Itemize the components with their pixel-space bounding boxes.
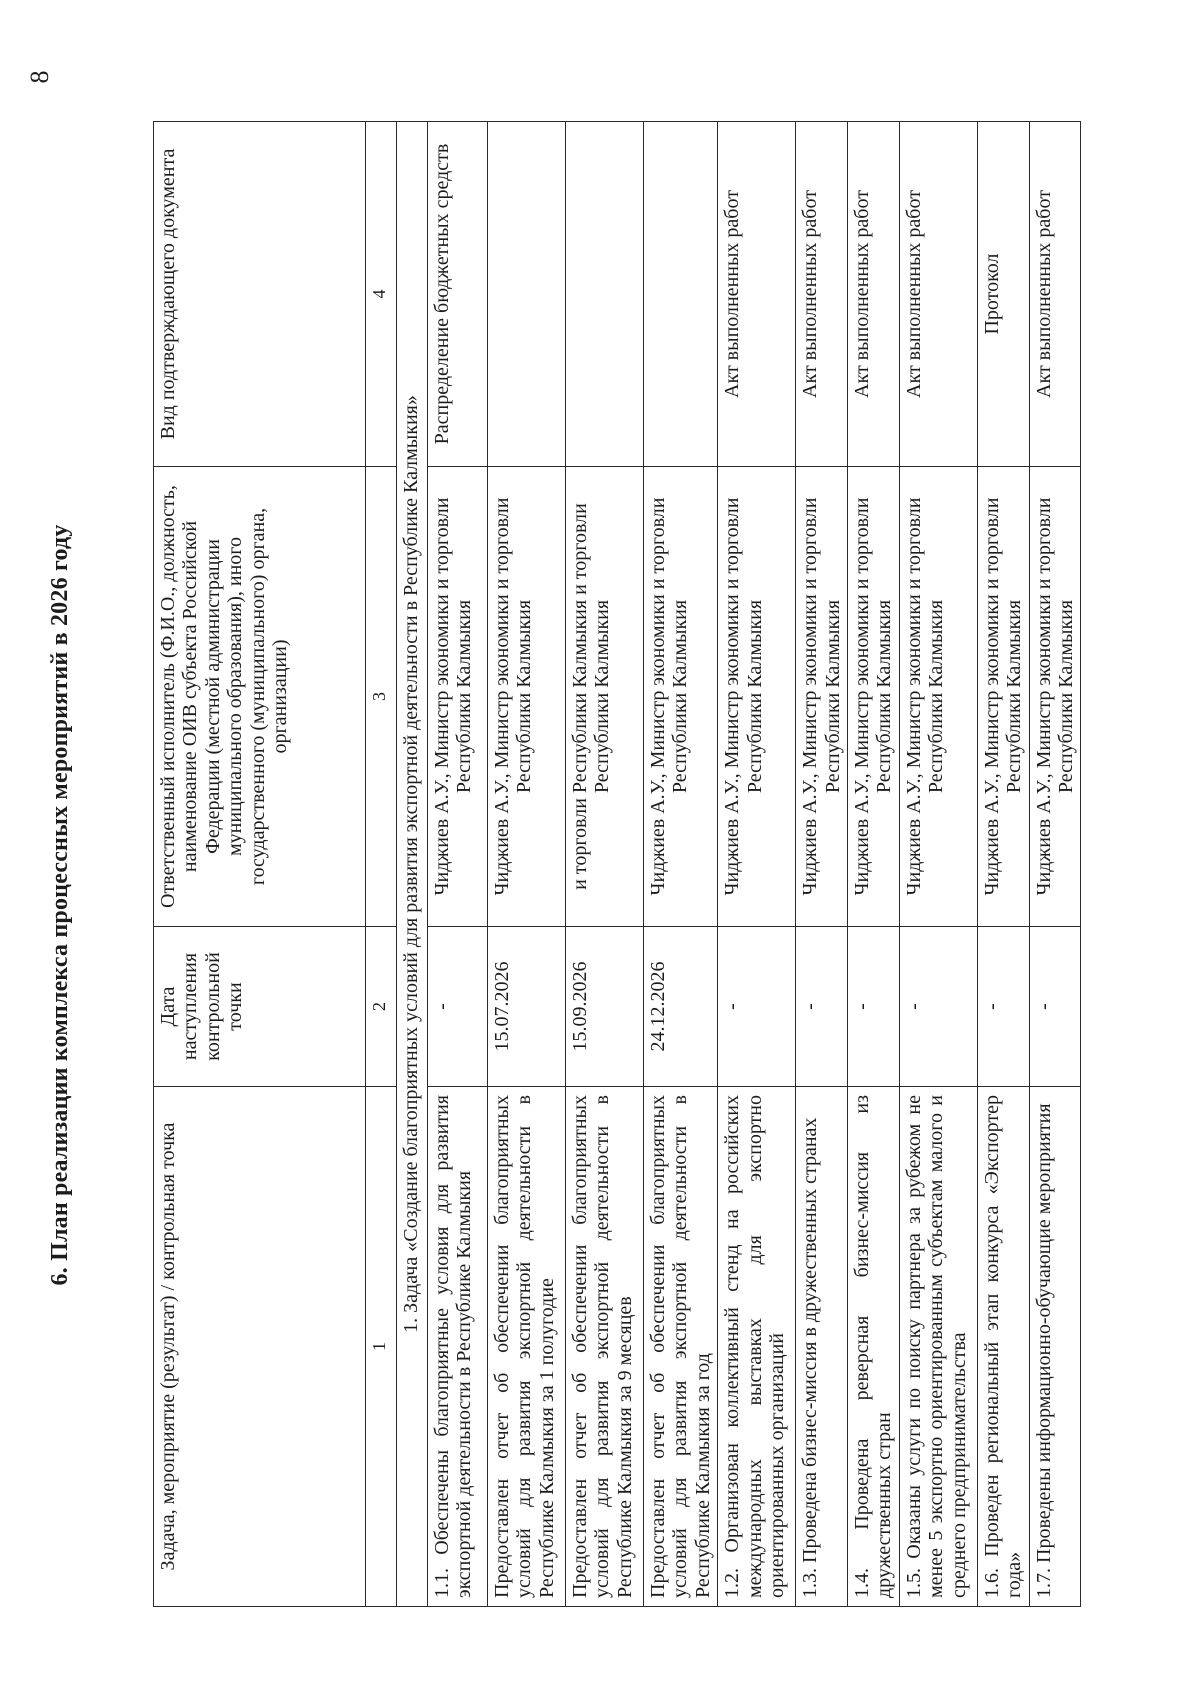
document-cell: Акт выполненных работ bbox=[718, 122, 796, 467]
column-number: 3 bbox=[366, 467, 397, 927]
measure-cell: Предоставлен отчет об обеспечении благоприятных условий для развития экспортной деятельности в Республике Калмыкия за год bbox=[644, 1087, 718, 1607]
date-cell: - bbox=[899, 927, 977, 1087]
executor-cell: Чиджиев А.У., Министр экономики и торговли Республики Калмыкия bbox=[977, 467, 1029, 927]
document-cell: Протокол bbox=[977, 122, 1029, 467]
measure-cell: Предоставлен отчет об обеспечении благоприятных условий для развития экспортной деятельности в Республике Калмыкия за 1 полугодие bbox=[488, 1087, 566, 1607]
document-cell: Акт выполненных работ bbox=[899, 122, 977, 467]
executor-cell: Чиджиев А.У., Министр экономики и торговли Республики Калмыкия bbox=[488, 467, 566, 927]
executor-cell: Чиджиев А.У., Министр экономики и торговли Республики Калмыкия bbox=[644, 467, 718, 927]
measure-cell: 1.6. Проведен региональный этап конкурса «Экспортер года» bbox=[977, 1087, 1029, 1607]
table-row bbox=[566, 122, 644, 1607]
task-title: 1. Задача «Создание благоприятных условий для развития экспортной деятельности в Республике Калмыкия» bbox=[397, 122, 428, 1607]
document-cell bbox=[566, 122, 644, 467]
executor-cell: Чиджиев А.У., Министр экономики и торговли Республики Калмыкия bbox=[796, 467, 848, 927]
page-number: 8 bbox=[25, 70, 54, 84]
measure-cell: 1.7. Проведены информационно-обучающие мероприятия bbox=[1029, 1087, 1081, 1607]
header-executor: Ответственный исполнитель (Ф.И.О., должность, наименование ОИВ субъекта Российской Федерации (местной администрации муниципального образования), иного государственного (муниципального) органа, организации) bbox=[154, 467, 366, 927]
date-cell: 15.09.2026 bbox=[566, 927, 644, 1087]
executor-cell: Чиджиев А.У., Министр экономики и торговли Республики Калмыкия bbox=[428, 467, 488, 927]
table-row bbox=[428, 122, 488, 1607]
header-document: Вид подтверждающего документа bbox=[154, 122, 366, 467]
document-cell bbox=[488, 122, 566, 467]
table-row bbox=[644, 122, 718, 1607]
table-row bbox=[488, 122, 566, 1607]
measure-cell: 1.2. Организован коллективный стенд на российских международных выставках для экспортно ориентированных организаций bbox=[718, 1087, 796, 1607]
document-cell: Распределение бюджетных средств bbox=[428, 122, 488, 467]
column-number-row bbox=[366, 122, 397, 1607]
header-date: Дата наступления контрольной точки bbox=[154, 927, 366, 1087]
executor-cell: Чиджиев А.У., Министр экономики и торговли Республики Калмыкия bbox=[718, 467, 796, 927]
plan-table bbox=[153, 121, 1081, 1607]
measure-cell: 1.4. Проведена реверсная бизнес-миссия из дружественных стран bbox=[847, 1087, 899, 1607]
table-row bbox=[847, 122, 899, 1607]
date-cell: - bbox=[428, 927, 488, 1087]
date-cell: - bbox=[796, 927, 848, 1087]
measure-cell: 1.5. Оказаны услуги по поиску партнера за рубежом не менее 5 экспортно ориентированным субъектам малого и среднего предпринимательства bbox=[899, 1087, 977, 1607]
executor-cell: Чиджиев А.У., Министр экономики и торговли Республики Калмыкия bbox=[847, 467, 899, 927]
task-row bbox=[397, 122, 428, 1607]
column-number: 2 bbox=[366, 927, 397, 1087]
document-sheet bbox=[5, 25, 1165, 1675]
column-number: 4 bbox=[366, 122, 397, 467]
table-row bbox=[796, 122, 848, 1607]
date-cell: - bbox=[1029, 927, 1081, 1087]
document-cell: Акт выполненных работ bbox=[796, 122, 848, 467]
table-row bbox=[1029, 122, 1081, 1607]
table-row bbox=[718, 122, 796, 1607]
document-cell: Акт выполненных работ bbox=[1029, 122, 1081, 467]
header-measure: Задача, мероприятие (результат) / контрольная точка bbox=[154, 1087, 366, 1607]
measure-cell: 1.3. Проведена бизнес-миссия в дружественных странах bbox=[796, 1087, 848, 1607]
column-number: 1 bbox=[366, 1087, 397, 1607]
date-cell: - bbox=[847, 927, 899, 1087]
date-cell: - bbox=[718, 927, 796, 1087]
table-header-row bbox=[154, 122, 366, 1607]
table-row bbox=[977, 122, 1029, 1607]
document-cell: Акт выполненных работ bbox=[847, 122, 899, 467]
executor-cell: Чиджиев А.У., Министр экономики и торговли Республики Калмыкия bbox=[1029, 467, 1081, 927]
document-cell bbox=[644, 122, 718, 467]
date-cell: 24.12.2026 bbox=[644, 927, 718, 1087]
executor-cell: Чиджиев А.У., Министр экономики и торговли Республики Калмыкия bbox=[899, 467, 977, 927]
measure-cell: 1.1. Обеспечены благоприятные условия для развития экспортной деятельности в Республике Калмыкия bbox=[428, 1087, 488, 1607]
document-title: 6. План реализации комплекса процессных мероприятий в 2026 году bbox=[47, 524, 73, 1286]
measure-cell: Предоставлен отчет об обеспечении благоприятных условий для развития экспортной деятельности в Республике Калмыкия за 9 месяцев bbox=[566, 1087, 644, 1607]
executor-cell: и торговли Республики Калмыкия и торговли Республики Калмыкия bbox=[566, 467, 644, 927]
table-row bbox=[899, 122, 977, 1607]
date-cell: 15.07.2026 bbox=[488, 927, 566, 1087]
date-cell: - bbox=[977, 927, 1029, 1087]
